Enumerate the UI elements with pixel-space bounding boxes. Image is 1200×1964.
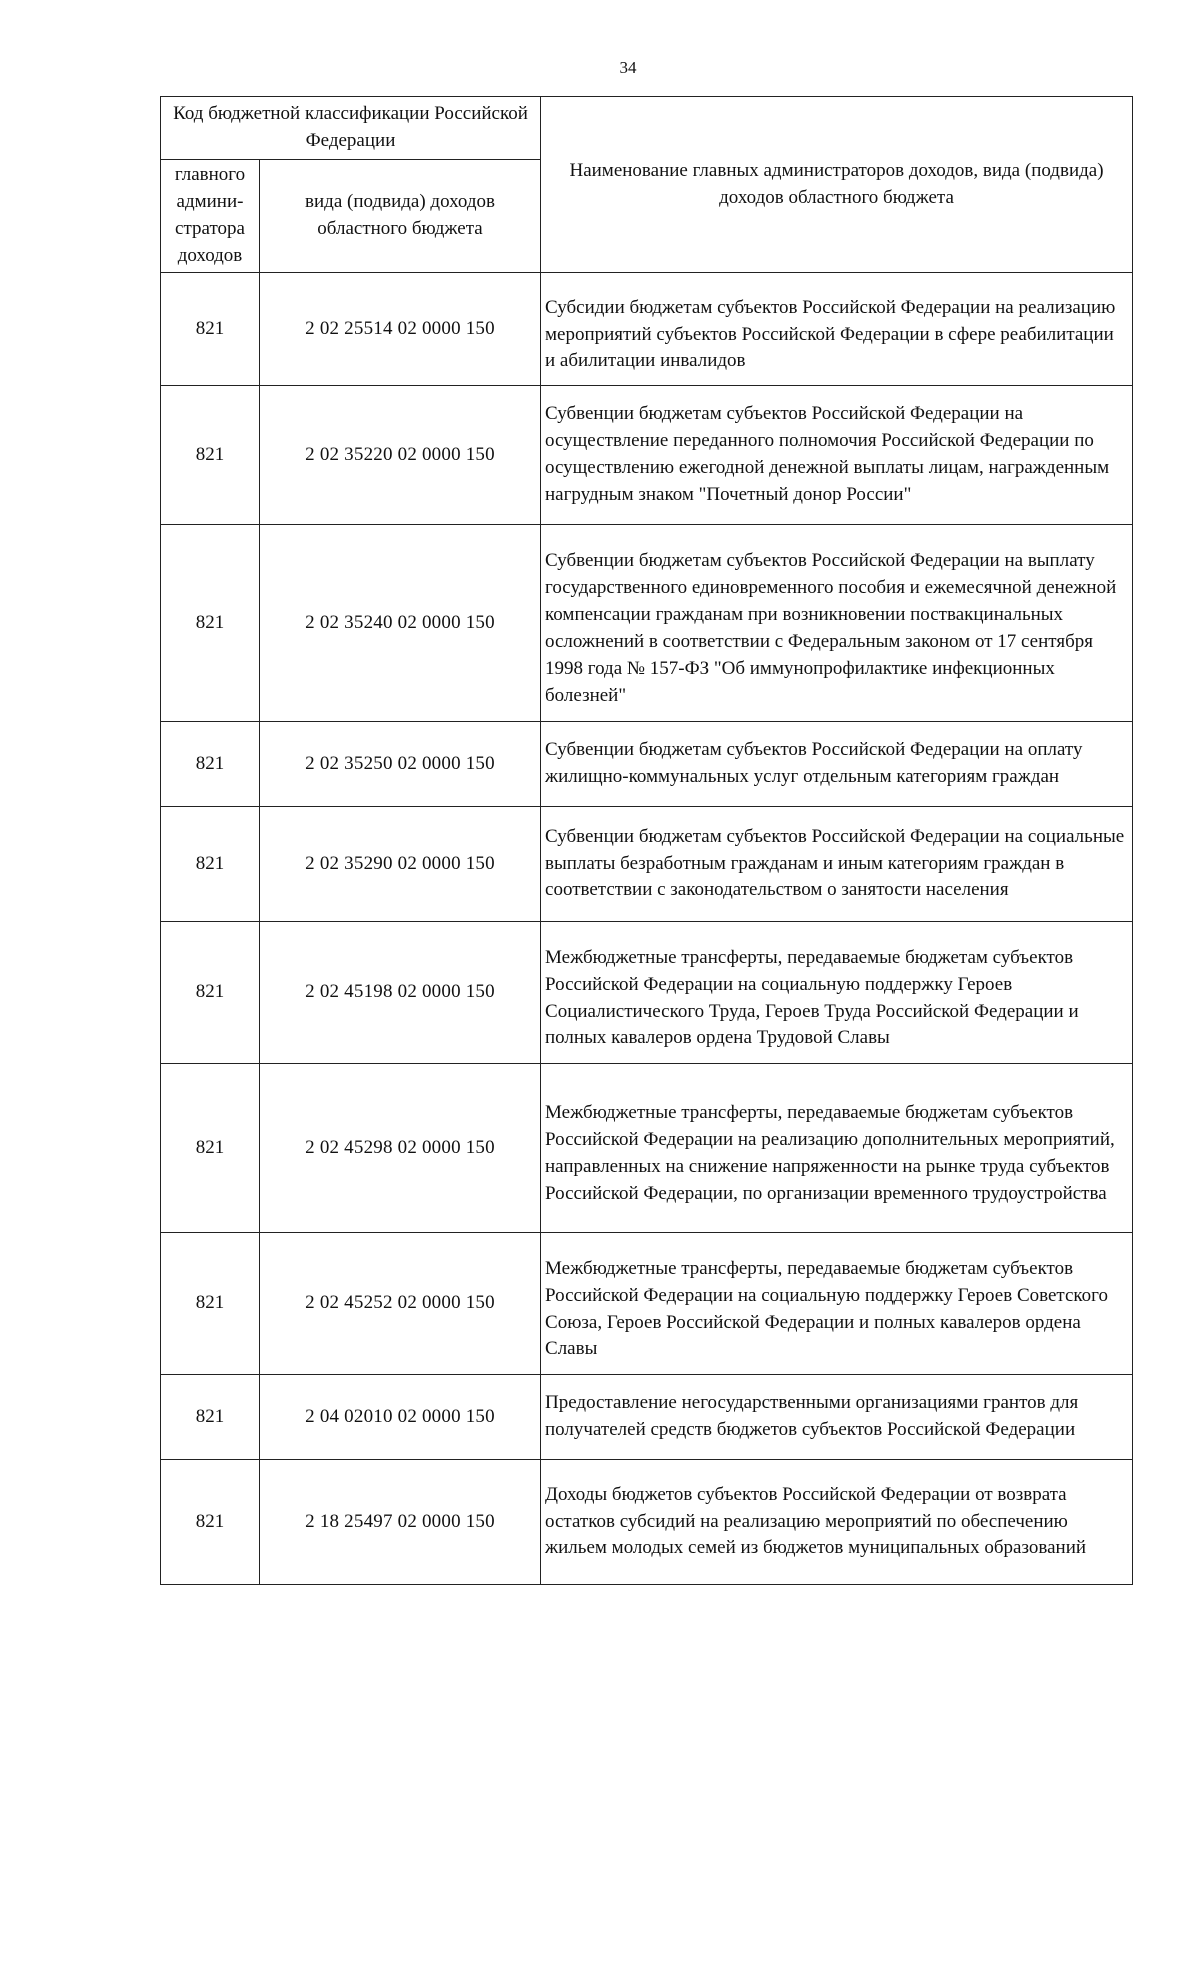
header-group-title: Код бюджетной классификации Российской Федерации bbox=[161, 97, 541, 160]
income-name: Субвенции бюджетам субъектов Российской Федерации на оплату жилищно-коммунальных услуг отдельным категориям граждан bbox=[541, 722, 1133, 807]
table-row bbox=[161, 922, 1133, 1064]
header-name-column: Наименование главных администраторов доходов, вида (подвида) доходов областного бюджета bbox=[541, 97, 1133, 273]
income-code: 2 02 45298 02 0000 150 bbox=[260, 1064, 541, 1233]
admin-code: 821 bbox=[161, 1375, 260, 1460]
income-name: Субвенции бюджетам субъектов Российской Федерации на осуществление переданного полномочия Российской Федерации по осуществлению ежегодной денежной выплаты лицам, награжденным нагрудным знаком "Почетный донор России" bbox=[541, 386, 1133, 525]
admin-code: 821 bbox=[161, 1460, 260, 1585]
table-row bbox=[161, 1375, 1133, 1460]
income-code: 2 02 35220 02 0000 150 bbox=[260, 386, 541, 525]
table-row bbox=[161, 1233, 1133, 1375]
income-name: Субсидии бюджетам субъектов Российской Федерации на реализацию мероприятий субъектов Российской Федерации в сфере реабилитации и абилитации инвалидов bbox=[541, 273, 1133, 386]
income-name: Межбюджетные трансферты, передаваемые бюджетам субъектов Российской Федерации на реализацию дополнительных мероприятий, направленных на снижение напряженности на рынке труда субъектов Российской Федерации, по организации временного трудоустройства bbox=[541, 1064, 1133, 1233]
header-code-column: вида (подвида) доходов областного бюджета bbox=[260, 160, 541, 273]
admin-code: 821 bbox=[161, 1064, 260, 1233]
income-code: 2 02 35290 02 0000 150 bbox=[260, 807, 541, 922]
admin-code: 821 bbox=[161, 922, 260, 1064]
income-code: 2 02 45198 02 0000 150 bbox=[260, 922, 541, 1064]
income-code: 2 02 35240 02 0000 150 bbox=[260, 525, 541, 722]
table-row bbox=[161, 1460, 1133, 1585]
income-code: 2 02 25514 02 0000 150 bbox=[260, 273, 541, 386]
table-row bbox=[161, 273, 1133, 386]
budget-classification-table bbox=[160, 96, 1133, 1585]
admin-code: 821 bbox=[161, 722, 260, 807]
admin-code: 821 bbox=[161, 1233, 260, 1375]
income-code: 2 02 45252 02 0000 150 bbox=[260, 1233, 541, 1375]
income-name: Субвенции бюджетам субъектов Российской Федерации на выплату государственного единовременного пособия и ежемесячной денежной компенсации гражданам при возникновении поствакцинальных осложнений в соответствии с Федеральным законом от 17 сентября 1998 года № 157-ФЗ "Об иммунопрофилактике инфекционных болезней" bbox=[541, 525, 1133, 722]
admin-code: 821 bbox=[161, 386, 260, 525]
page-number: 34 bbox=[619, 58, 637, 77]
table-row bbox=[161, 525, 1133, 722]
table-row bbox=[161, 722, 1133, 807]
income-name: Межбюджетные трансферты, передаваемые бюджетам субъектов Российской Федерации на социальную поддержку Героев Советского Союза, Героев Российской Федерации и полных кавалеров ордена Славы bbox=[541, 1233, 1133, 1375]
admin-code: 821 bbox=[161, 273, 260, 386]
table-row bbox=[161, 1064, 1133, 1233]
income-code: 2 04 02010 02 0000 150 bbox=[260, 1375, 541, 1460]
income-code: 2 02 35250 02 0000 150 bbox=[260, 722, 541, 807]
table-row bbox=[161, 386, 1133, 525]
income-name: Предоставление негосударственными организациями грантов для получателей средств бюджетов субъектов Российской Федерации bbox=[541, 1375, 1133, 1460]
admin-code: 821 bbox=[161, 525, 260, 722]
income-name: Субвенции бюджетам субъектов Российской Федерации на социальные выплаты безработным гражданам и иным категориям граждан в соответствии с законодательством о занятости населения bbox=[541, 807, 1133, 922]
income-name: Межбюджетные трансферты, передаваемые бюджетам субъектов Российской Федерации на социальную поддержку Героев Социалистического Труда, Героев Труда Российской Федерации и полных кавалеров ордена Трудовой Славы bbox=[541, 922, 1133, 1064]
admin-code: 821 bbox=[161, 807, 260, 922]
header-admin-column: главного админи- стратора доходов bbox=[161, 160, 260, 273]
income-code: 2 18 25497 02 0000 150 bbox=[260, 1460, 541, 1585]
table-row bbox=[161, 807, 1133, 922]
income-name: Доходы бюджетов субъектов Российской Федерации от возврата остатков субсидий на реализацию мероприятий по обеспечению жильем молодых семей из бюджетов муниципальных образований bbox=[541, 1460, 1133, 1585]
